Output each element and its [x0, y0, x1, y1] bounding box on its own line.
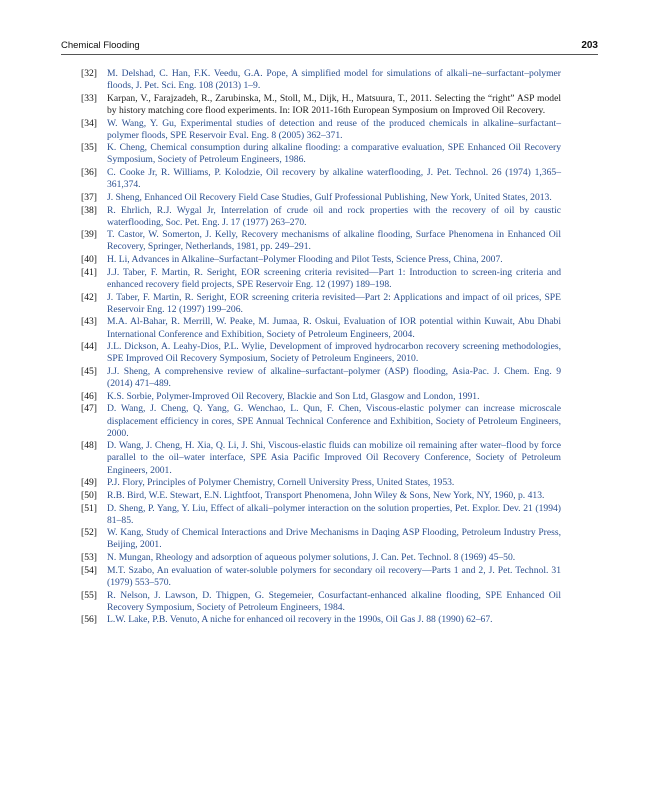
reference-item: [81, 68, 561, 92]
reference-number: [42]: [81, 291, 97, 303]
reference-link[interactable]: N. Mungan, Rheology and adsorption of aqueous polymer solutions, J. Can. Pet. Technol. 8 (1969) 45–50.: [107, 552, 516, 564]
reference-link[interactable]: K.S. Sorbie, Polymer-Improved Oil Recovery, Blackie and Son Ltd, Glasgow and London, 1991.: [107, 390, 480, 402]
reference-number: [41]: [81, 266, 97, 278]
reference-item: [81, 390, 561, 403]
reference-item: [81, 440, 561, 476]
reference-link[interactable]: M. Delshad, C. Han, F.K. Veedu, G.A. Pope, A simplified model for simulations of alkali–ne–surfactant–polymer floods, J. Pet. Sci. Eng. 108 (2013) 1–9.: [107, 68, 561, 92]
reference-link[interactable]: M.A. Al-Bahar, R. Merrill, W. Peake, M. Jumaa, R. Oskui, Evaluation of IOR potential within Kuwait, Abu Dhabi International Conference and Exhibition, Society of Petroleum Engineers, 2004.: [107, 316, 561, 340]
reference-item: [81, 254, 561, 266]
reference-item: [81, 204, 561, 229]
reference-item: [81, 403, 561, 439]
reference-number: [45]: [81, 365, 97, 377]
reference-link[interactable]: D. Wang, J. Cheng, H. Xia, Q. Li, J. Shi, Viscous-elastic fluids can mobilize oil remaining after water–flood by force parallel to the oil–water interface, SPE Asia Pacific Improved Oil Recovery Conference, Society of Petroleum Engineers, 2001.: [107, 440, 561, 476]
reference-list: [81, 68, 561, 627]
reference-number: [39]: [81, 229, 97, 241]
reference-number: [38]: [81, 204, 97, 216]
reference-item: [81, 527, 561, 551]
reference-link[interactable]: J. Sheng, Enhanced Oil Recovery Field Case Studies, Gulf Professional Publishing, New York, United States, 2013.: [107, 191, 552, 203]
reference-link[interactable]: W. Wang, Y. Gu, Experimental studies of detection and reuse of the produced chemicals in alkaline–surfactant–polymer floods, SPE Reservoir Eval. Eng. 8 (2005) 362–371.: [107, 117, 561, 141]
reference-number: [36]: [81, 167, 97, 179]
reference-number: [34]: [81, 117, 97, 129]
chapter-title: Chemical Flooding: [61, 40, 140, 51]
reference-link[interactable]: M.T. Szabo, An evaluation of water-soluble polymers for secondary oil recovery—Parts 1 and 2, J. Pet. Technol. 31 (1979) 553–570.: [107, 564, 561, 588]
header-rule: [61, 54, 598, 55]
reference-link[interactable]: T. Castor, W. Somerton, J. Kelly, Recovery mechanisms of alkaline flooding, Surface Phenomena in Enhanced Oil Recovery, Springer, Netherlands, 1981, pp. 249–291.: [107, 229, 561, 253]
reference-number: [40]: [81, 254, 97, 266]
reference-item: [81, 191, 561, 204]
reference-item: [81, 142, 561, 166]
reference-link[interactable]: L.W. Lake, P.B. Venuto, A niche for enhanced oil recovery in the 1990s, Oil Gas J. 88 (1990) 62–67.: [107, 614, 493, 626]
reference-link[interactable]: K. Cheng, Chemical consumption during alkaline flooding: a comparative evaluation, SPE Enhanced Oil Recovery Symposium, Society of Petroleum Engineers, 1986.: [107, 142, 561, 166]
reference-link[interactable]: J.J. Sheng, A comprehensive review of alkaline–surfactant–polymer (ASP) flooding, Asia-Pac. J. Chem. Eng. 9 (2014) 471–489.: [107, 365, 561, 390]
running-header: [61, 40, 598, 51]
reference-item: [81, 266, 561, 291]
reference-number: [33]: [81, 92, 97, 104]
reference-item: [81, 489, 561, 502]
reference-number: [51]: [81, 502, 97, 514]
reference-link[interactable]: D. Wang, J. Cheng, Q. Yang, G. Wenchao, L. Qun, F. Chen, Viscous-elastic polymer can increase microscale displacement efficiency in cores, SPE Annual Technical Conference and Exhibition, Society of Petroleum Engineers, 2000.: [107, 403, 561, 439]
reference-number: [55]: [81, 589, 97, 601]
reference-item: [81, 589, 561, 614]
reference-link[interactable]: D. Sheng, P. Yang, Y. Liu, Effect of alkali–polymer interaction on the solution properties, Pet. Explor. Dev. 21 (1994) 81–85.: [107, 502, 561, 526]
reference-link[interactable]: P.J. Flory, Principles of Polymer Chemistry, Cornell University Press, United States, 1953.: [107, 477, 455, 489]
reference-item: [81, 365, 561, 390]
reference-link[interactable]: R.B. Bird, W.E. Stewart, E.N. Lightfoot, Transport Phenomena, John Wiley & Sons, New York, NY, 1960, p. 413.: [107, 489, 545, 501]
reference-link[interactable]: W. Kang, Study of Chemical Interactions and Drive Mechanisms in Daqing ASP Flooding, Petroleum Industry Press, Beijing, 2001.: [107, 527, 561, 551]
page-number: 203: [581, 40, 598, 51]
reference-link[interactable]: R. Nelson, J. Lawson, D. Thigpen, G. Stegemeier, Cosurfactant-enhanced alkaline flooding, SPE Enhanced Oil Recovery Symposium, Society of Petroleum Engineers, 1984.: [107, 589, 561, 613]
reference-number: [53]: [81, 552, 97, 564]
reference-item: [81, 552, 561, 564]
reference-item: [81, 316, 561, 340]
reference-number: [43]: [81, 316, 97, 328]
reference-number: [32]: [81, 68, 97, 79]
reference-number: [54]: [81, 564, 97, 576]
reference-number: [50]: [81, 489, 97, 501]
reference-number: [46]: [81, 390, 97, 402]
reference-link[interactable]: J.J. Taber, F. Martin, R. Seright, EOR screening criteria revisited—Part 1: Introduction to screen-ing criteria and enhanced recovery field projects, SPE Reservoir Eng. 12 (1997) 189–198.: [107, 266, 561, 290]
reference-number: [48]: [81, 440, 97, 452]
reference-link[interactable]: C. Cooke Jr, R. Williams, P. Kolodzie, Oil recovery by alkaline waterflooding, J. Pet. Technol. 26 (1974) 1,365–361,374.: [107, 167, 561, 191]
reference-link[interactable]: R. Ehrlich, R.J. Wygal Jr, Interrelation of crude oil and rock properties with the recovery of oil by caustic waterflooding, Soc. Pet. Eng. J. 17 (1977) 263–270.: [107, 204, 561, 228]
reference-item: [81, 167, 561, 191]
reference-number: [49]: [81, 477, 97, 489]
reference-number: [35]: [81, 142, 97, 154]
reference-item: [81, 92, 561, 117]
reference-number: [37]: [81, 191, 97, 203]
reference-item: [81, 614, 561, 626]
reference-number: [44]: [81, 341, 97, 353]
reference-link[interactable]: J.L. Dickson, A. Leahy-Dios, P.L. Wylie, Development of improved hydrocarbon recovery screening methodologies, SPE Improved Oil Recovery Symposium, Society of Petroleum Engineers, 2010.: [107, 341, 561, 365]
reference-text: Karpan, V., Farajzadeh, R., Zarubinska, M., Stoll, M., Dijk, H., Matsuura, T., 2011. Selecting the “right” ASP model by history matching core flood experiments. In: IOR 2011-16th European Symposium on Improved Oil Recovery.: [107, 92, 561, 116]
reference-number: [47]: [81, 403, 97, 415]
reference-number: [56]: [81, 614, 97, 626]
reference-link[interactable]: J. Taber, F. Martin, R. Seright, EOR screening criteria revisited—Part 2: Applications and impact of oil prices, SPE Reservoir Eng. 12 (1997) 199–206.: [107, 291, 561, 315]
reference-item: [81, 229, 561, 253]
reference-item: [81, 477, 561, 489]
reference-link[interactable]: H. Li, Advances in Alkaline–Surfactant–Polymer Flooding and Pilot Tests, Science Press, China, 2007.: [107, 254, 503, 266]
reference-item: [81, 291, 561, 316]
reference-item: [81, 564, 561, 589]
reference-item: [81, 502, 561, 527]
reference-number: [52]: [81, 527, 97, 539]
reference-item: [81, 341, 561, 365]
reference-item: [81, 117, 561, 142]
